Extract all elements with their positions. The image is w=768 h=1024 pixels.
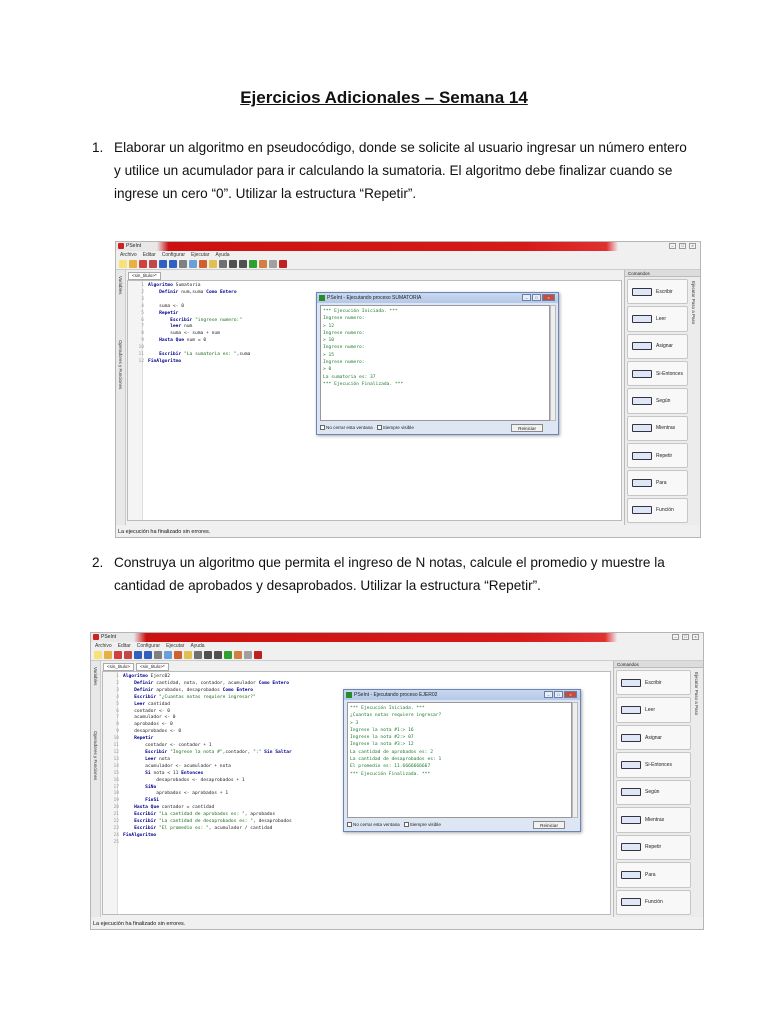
indent-icon[interactable] [184, 651, 192, 659]
paste-icon[interactable] [199, 260, 207, 268]
menu-editar[interactable]: Editar [117, 642, 131, 649]
cut-icon[interactable] [154, 651, 162, 659]
command-label: Leer [645, 707, 656, 714]
command-mientras[interactable] [627, 416, 688, 441]
command-shape-icon [621, 679, 641, 687]
console-line: > 15 [323, 352, 335, 358]
command-escribir[interactable] [616, 670, 691, 695]
cut-icon[interactable] [179, 260, 187, 268]
command-label: Asignar [656, 343, 673, 350]
command-shape-icon [621, 898, 641, 906]
command-shape-icon [621, 788, 641, 796]
comandos-panel [624, 270, 700, 525]
code-line: 20 Hasta Que contador = cantidad [113, 805, 215, 811]
console-footer [320, 423, 555, 432]
command-label: Repetir [656, 452, 673, 459]
maximize-icon[interactable]: □ [554, 691, 563, 698]
minimize-icon[interactable]: – [522, 294, 531, 301]
command-list [616, 670, 691, 915]
help-icon[interactable] [254, 651, 262, 659]
siempre-visible-checkbox[interactable]: Siempre visible [377, 425, 414, 430]
console-footer [347, 820, 577, 829]
code-line: 14 acumulador <- acumulador + nota [113, 763, 231, 769]
command-asignar[interactable] [616, 725, 691, 750]
status-bar: La ejecución ha finalizado sin errores. [118, 529, 211, 535]
command-label: Mientras [656, 425, 676, 432]
sidebar-operators[interactable]: Operadores y Funciones [93, 731, 98, 781]
code-line: 12 FinAlgoritmo [138, 358, 182, 364]
command-para[interactable] [616, 862, 691, 887]
command-mientras[interactable] [616, 807, 691, 832]
menu-archivo[interactable]: Archivo [95, 642, 112, 649]
menu-ayuda[interactable]: Ayuda [215, 251, 230, 258]
code-line: 1 Algoritmo Ejerc02 [116, 674, 171, 679]
console-title: PSeInt - Ejecutando proceso SUMATORIA [327, 295, 422, 301]
command-label: Repetir [645, 844, 662, 851]
console-line: *** Ejecución Finalizada. *** [350, 771, 431, 777]
command-shape-icon [621, 734, 641, 742]
console-output [320, 305, 550, 421]
minimize-icon[interactable]: – [669, 243, 676, 249]
find-next-icon[interactable] [204, 651, 212, 659]
save-icon[interactable] [139, 260, 147, 268]
command-shape-icon [632, 479, 652, 487]
close-icon[interactable]: × [564, 691, 577, 698]
app-name: PSeInt [101, 634, 117, 640]
open-file-icon[interactable] [104, 651, 112, 659]
sidebar-operators[interactable]: Operadores y Funciones [118, 340, 123, 390]
status-bar: La ejecución ha finalizado sin errores. [93, 921, 186, 927]
code-line: 8 suma <- suma + num [141, 331, 220, 337]
question-number: 2. [92, 555, 104, 570]
command-label: Mientras [645, 816, 665, 823]
code-line: 17 SiNo [113, 784, 157, 790]
console-line: > 3 [350, 720, 359, 726]
sidebar-variables[interactable]: Variables [118, 276, 123, 295]
pseint-run-icon [319, 295, 325, 301]
siempre-visible-checkbox[interactable]: Siempre visible [404, 822, 441, 827]
code-line: 5 Leer cantidad [116, 701, 171, 707]
console-line: El promedio es: 11.6666666667 [350, 764, 431, 770]
command-label: Según [656, 397, 671, 404]
close-icon[interactable]: × [542, 294, 555, 301]
menu-ejecutar[interactable]: Ejecutar [166, 642, 185, 649]
command-funci-n[interactable] [616, 890, 691, 915]
save-as-icon[interactable] [149, 260, 157, 268]
run-icon[interactable] [224, 651, 232, 659]
console-titlebar [344, 690, 580, 700]
command-label: Para [645, 871, 656, 878]
command-label: Para [656, 479, 667, 486]
minimize-icon[interactable]: – [672, 634, 679, 640]
minimize-icon[interactable]: – [544, 691, 553, 698]
console-line: *** Ejecución Iniciada. *** [350, 706, 425, 711]
code-line: 2 Definir num,suma Como Entero [141, 289, 237, 295]
code-listing [105, 674, 292, 847]
command-seg-n[interactable] [627, 388, 688, 413]
no-cerrar-checkbox[interactable]: No cerrar esta ventana [320, 425, 373, 430]
code-line: 22 Escribir "La cantidad de desaprobados es: ", desaprobados [113, 819, 292, 825]
command-shape-icon [621, 761, 641, 769]
code-line: 25 [113, 839, 119, 845]
command-repetir[interactable] [627, 443, 688, 468]
command-repetir[interactable] [616, 835, 691, 860]
command-label: Si-Entonces [645, 762, 672, 769]
command-label: Función [656, 507, 674, 514]
code-line: 1 Algoritmo Sumatoria [141, 283, 201, 288]
console-titlebar [317, 293, 558, 303]
command-label: Según [645, 789, 660, 796]
code-line: 9 desaprobados <- 0 [116, 729, 182, 735]
toolbar [91, 649, 703, 661]
save-as-icon[interactable] [124, 651, 132, 659]
sidebar-variables[interactable]: Variables [93, 667, 98, 686]
console-line: *** Ejecución Finalizada. *** [323, 381, 404, 387]
maximize-icon[interactable]: □ [682, 634, 689, 640]
command-label: Escribir [656, 288, 673, 295]
command-escribir[interactable] [627, 279, 688, 304]
new-file-icon[interactable] [119, 260, 127, 268]
code-line: 4 suma <- 0 [141, 303, 184, 309]
menu-ayuda[interactable]: Ayuda [190, 642, 205, 649]
paste-icon[interactable] [174, 651, 182, 659]
code-line: 13 Leer nota [113, 756, 171, 762]
editor-tabs [103, 663, 169, 671]
open-file-icon[interactable] [129, 260, 137, 268]
menu-bar [116, 251, 700, 258]
console-line: Ingrese numero: [323, 360, 365, 366]
command-list [627, 279, 688, 523]
execution-console [316, 292, 559, 435]
console-line: Ingrese numero: [323, 330, 365, 336]
comandos-panel [613, 661, 703, 917]
command-para[interactable] [627, 470, 688, 495]
code-line: 10 Repetir [113, 736, 154, 742]
code-line: 21 Escribir "La cantidad de aprobados es: ", aprobados [113, 812, 276, 818]
menu-configurar[interactable]: Configurar [161, 251, 186, 258]
command-shape-icon [621, 816, 641, 824]
question-text: Construya un algoritmo que permita el ingreso de N notas, calcule el promedio y muestre la cantidad de aprobados y desaprobados. Utilizar la estructura “Repetir”. [114, 555, 665, 593]
command-shape-icon [621, 871, 641, 879]
reiniciar-button[interactable]: Reiniciar [533, 821, 565, 829]
code-line: 9 Hasta Que num = 0 [141, 338, 207, 344]
code-line: 19 FinSi [113, 798, 159, 804]
search-icon[interactable] [194, 651, 202, 659]
code-line: 16 desaprobados <- desaprobados + 1 [113, 777, 245, 783]
code-line: 12 Escribir "Ingrese la nota #",contador, ":" Sin Saltar [113, 749, 292, 755]
run-icon[interactable] [249, 260, 257, 268]
execution-console [343, 689, 581, 832]
no-cerrar-checkbox[interactable]: No cerrar esta ventana [347, 822, 400, 827]
new-file-icon[interactable] [94, 651, 102, 659]
code-line: 7 leer num [141, 324, 193, 330]
command-asignar[interactable] [627, 334, 688, 359]
code-line: 2 Definir cantidad, nota, contador, acumulador Como Entero [116, 680, 290, 686]
page-title: Ejercicios Adicionales – Semana 14 [240, 88, 528, 107]
command-shape-icon [632, 424, 652, 432]
console-text [350, 705, 441, 778]
command-label: Si-Entonces [656, 370, 683, 377]
indent-icon[interactable] [209, 260, 217, 268]
menu-editar[interactable]: Editar [142, 251, 156, 258]
pseint-screenshot-1 [115, 241, 701, 538]
console-line: La cantidad de aprobados es: 2 [350, 749, 433, 755]
command-si-entonces[interactable] [627, 361, 688, 386]
pseint-run-icon [346, 692, 352, 698]
command-shape-icon [632, 397, 652, 405]
command-label: Escribir [645, 679, 662, 686]
code-line: 11 Escribir "La sumatoria es: ",suma [138, 352, 251, 358]
command-shape-icon [621, 843, 641, 851]
console-line: Ingrese la nota #1:> 16 [350, 727, 414, 733]
console-output [347, 702, 572, 818]
code-line: 4 Escribir "¿Cuantas notas requiere ingresar?" [116, 694, 256, 700]
flowchart-icon[interactable] [269, 260, 277, 268]
console-line: La cantidad de desaprobados es: 1 [350, 757, 442, 763]
step-by-step-tab[interactable]: Ejecutar Paso a Paso [694, 672, 699, 716]
code-line: 3 [141, 296, 144, 302]
replace-icon[interactable] [214, 651, 222, 659]
window-titlebar [116, 242, 700, 251]
command-shape-icon [632, 452, 652, 460]
copy-icon[interactable] [189, 260, 197, 268]
app-name: PSeInt [126, 243, 142, 249]
command-shape-icon [632, 288, 652, 296]
menu-configurar[interactable]: Configurar [136, 642, 161, 649]
console-line: > 10 [323, 338, 335, 344]
console-scrollbar[interactable] [572, 702, 578, 818]
flowchart-icon[interactable] [244, 651, 252, 659]
command-shape-icon [632, 370, 652, 378]
command-leer[interactable] [616, 697, 691, 722]
copy-icon[interactable] [164, 651, 172, 659]
console-line: Ingrese la nota #2:> 07 [350, 735, 414, 741]
question-text: Elaborar un algoritmo en pseudocódigo, donde se solicite al usuario ingresar un número entero y utilice un acumulador para ir calculando la sumatoria. El algoritmo debe finalizar cuando se ingrese un cero “0”. Utilizar la estructura “Repetir”. [114, 140, 687, 201]
save-icon[interactable] [114, 651, 122, 659]
step-icon[interactable] [259, 260, 267, 268]
menu-ejecutar[interactable]: Ejecutar [191, 251, 210, 258]
close-icon[interactable]: × [689, 243, 696, 249]
command-label: Asignar [645, 734, 662, 741]
code-line: 5 Repetir [141, 310, 179, 316]
console-line: La sumatoria es: 37 [323, 374, 376, 380]
console-line: Ingrese numero: [323, 345, 365, 351]
pseint-logo-icon [93, 634, 99, 640]
comandos-title: Comandos [614, 661, 703, 668]
step-icon[interactable] [234, 651, 242, 659]
console-line: > 0 [323, 367, 332, 373]
undo-icon[interactable] [134, 651, 142, 659]
console-line: *** Ejecución Iniciada. *** [323, 309, 398, 314]
reiniciar-button[interactable]: Reiniciar [511, 424, 543, 432]
help-icon[interactable] [279, 260, 287, 268]
tab-sin-titulo[interactable]: <sin_titulo> [103, 663, 134, 671]
command-label: Función [645, 899, 663, 906]
menu-archivo[interactable]: Archivo [120, 251, 137, 258]
editor-tabs [128, 272, 161, 280]
console-text [323, 308, 403, 388]
comandos-title: Comandos [625, 270, 700, 277]
code-line: 11 contador <- contador + 1 [113, 743, 212, 749]
redo-icon[interactable] [169, 260, 177, 268]
maximize-icon[interactable]: □ [679, 243, 686, 249]
pseint-logo-icon [118, 243, 124, 249]
console-line: Ingrese la nota #3:> 12 [350, 742, 414, 748]
code-line: 15 Si nota < 11 Entonces [113, 770, 204, 776]
command-shape-icon [632, 315, 652, 323]
undo-icon[interactable] [159, 260, 167, 268]
maximize-icon[interactable]: □ [532, 294, 541, 301]
code-line: 6 contador <- 0 [116, 708, 171, 714]
tab-sin-titulo[interactable]: <sin_titulo>* [128, 272, 161, 280]
console-title: PSeInt - Ejecutando proceso EJER02 [354, 692, 438, 698]
code-line: 18 aprobados <- aprobados + 1 [113, 791, 229, 797]
tab-sin-titulo-modified[interactable]: <sin_titulo>* [136, 663, 169, 671]
pseint-screenshot-2 [90, 632, 704, 930]
console-line: > 12 [323, 323, 335, 329]
console-line: Ingrese numero: [323, 316, 365, 322]
code-line: 8 aprobados <- 0 [116, 722, 173, 728]
code-line: 10 [138, 345, 144, 351]
console-line: ¿Cuantas notas requiere ingresar? [350, 713, 442, 719]
code-line: 24 FinAlgoritmo [113, 832, 157, 838]
code-line: 6 Escribir "ingrese numero:" [141, 317, 243, 323]
code-listing [130, 283, 250, 366]
close-icon[interactable]: × [692, 634, 699, 640]
code-line: 3 Definir aprobados, desaprobados Como Entero [116, 687, 254, 693]
search-icon[interactable] [219, 260, 227, 268]
console-scrollbar[interactable] [550, 305, 556, 421]
redo-icon[interactable] [144, 651, 152, 659]
menu-bar [91, 642, 703, 649]
find-next-icon[interactable] [229, 260, 237, 268]
command-leer[interactable] [627, 306, 688, 331]
replace-icon[interactable] [239, 260, 247, 268]
question-number: 1. [92, 140, 104, 155]
code-line: 7 acumulador <- 0 [116, 715, 176, 721]
toolbar [116, 258, 700, 270]
command-shape-icon [632, 506, 652, 514]
command-si-entonces[interactable] [616, 752, 691, 777]
command-label: Leer [656, 315, 667, 322]
code-line: 23 Escribir "El promedio es: ", acumulador / cantidad [113, 825, 273, 831]
command-seg-n[interactable] [616, 780, 691, 805]
command-shape-icon [621, 706, 641, 714]
command-funci-n[interactable] [627, 498, 688, 523]
left-sidebar [116, 270, 126, 525]
left-sidebar [91, 661, 101, 917]
command-shape-icon [632, 342, 652, 350]
window-titlebar [91, 633, 703, 642]
step-by-step-tab[interactable]: Ejecutar Paso a Paso [691, 281, 696, 325]
